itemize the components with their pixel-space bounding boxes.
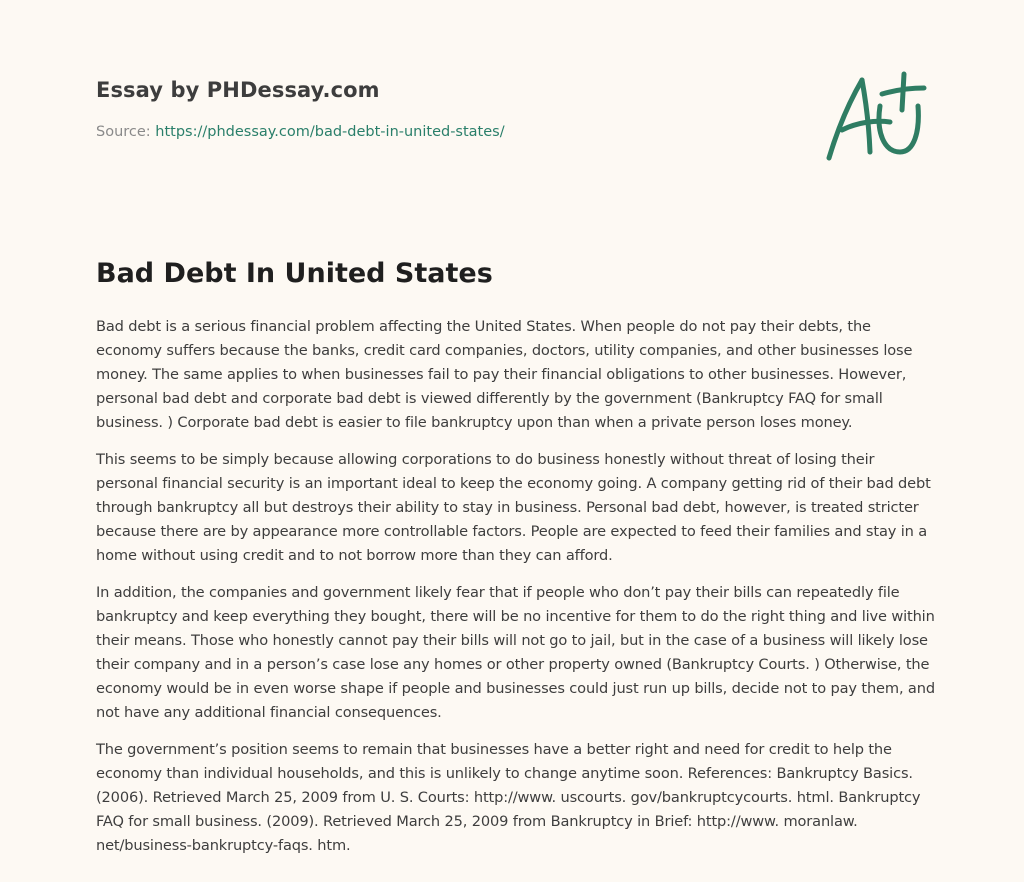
- essay-paragraph: This seems to be simply because allowing corporations to do business honestly without threat of losing their personal financial security is an important ideal to keep the economy going. A company getting rid of their bad debt through bankruptcy all but destroys their ability to stay in business. Personal bad debt, however, is treated stricter because there are by appearance more controllable factors. People are expected to feed their families and stay in a home without using credit and to not borrow more than they can afford.: [96, 451, 931, 564]
- source-link[interactable]: https://phdessay.com/bad-debt-in-united-states/: [155, 124, 505, 140]
- essay-paragraph: The government’s position seems to remain that businesses have a better right and need for credit to help the economy than individual households, and this is unlikely to change anytime soon. References: Bankruptcy Basics. (2006). Retrieved March 25, 2009 from U. S. Courts: http://www. uscourts. gov/bankruptcycourts. html. Bankruptcy FAQ for small business. (2009). Retrieved March 25, 2009 from Bankruptcy in Brief: http://www. moranlaw. net/business-bankruptcy-faqs. htm.: [96, 741, 921, 854]
- essay-title: Bad Debt In United States: [96, 258, 493, 289]
- source-line: [96, 122, 505, 142]
- site-title: Essay by PHDessay.com: [96, 78, 380, 102]
- source-label: Source:: [96, 124, 156, 140]
- essay-paragraph: In addition, the companies and government likely fear that if people who don’t pay their bills can repeatedly file bankruptcy and keep everything they bought, there will be no incentive for them to do the right thing and live within their means. Those who honestly cannot pay their bills will not go to jail, but in the case of a business will likely lose their company and in a person’s case lose any homes or other property owned (Bankruptcy Courts. ) Otherwise, the economy would be in even worse shape if people and businesses could just run up bills, decide not to pay them, and not have any additional financial consequences.: [96, 584, 935, 721]
- essay-body: [96, 315, 936, 871]
- essay-paragraph: Bad debt is a serious financial problem affecting the United States. When people do not pay their debts, the economy suffers because the banks, credit card companies, doctors, utility companies, and other businesses lose money. The same applies to when businesses fail to pay their financial obligations to other businesses. However, personal bad debt and corporate bad debt is viewed differently by the government (Bankruptcy FAQ for small business. ) Corporate bad debt is easier to file bankruptcy upon than when a private person loses money.: [96, 318, 913, 431]
- a-plus-grade-icon: [818, 66, 930, 166]
